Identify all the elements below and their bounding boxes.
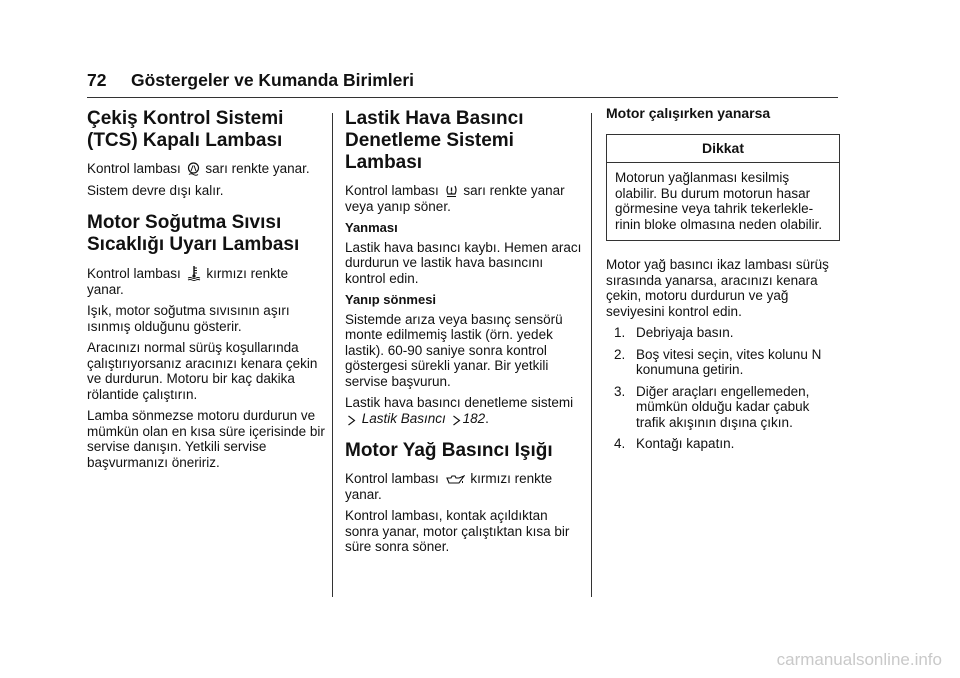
column-divider [591, 113, 592, 597]
oil-paragraph: Kontrol lambası kırmızı renkte yanar. [345, 471, 553, 502]
tcs-paragraph: Sistem devre dışı kalır. [87, 182, 224, 198]
list-item: 3. Diğer araçları engellemeden, mümkün olduğu kadar çabuk trafik akışının dışına çıkın. [614, 383, 810, 430]
list-item: 2. Boş vitesi seçin, vites kolunu N konumuna getirin. [614, 346, 822, 377]
column-middle [345, 106, 585, 561]
tpms-paragraph: Sistemde arıza veya basınç sensörü monte edilmemiş lastik (örn. yedek lastik). 60-90 saniye sonra kontrol göstergesi sürekli yanar. Bir yetkili servise başvurun. [345, 311, 563, 389]
column-divider [332, 113, 333, 597]
column-left [87, 106, 327, 476]
list-item: 4. Kontağı kapatın. [614, 436, 735, 451]
oil-can-icon [445, 474, 465, 486]
column-right [606, 106, 840, 458]
coolant-paragraph: Lamba sönmezse motoru durdurun ve mümkün olan en kısa süre içerisinde bir servise danışın. Yetkili servise başvurmanızı öneririz. [87, 408, 325, 470]
list-item: 1. Debriyaja basın. [614, 325, 734, 340]
oil-heading: Motor Yağ Basıncı Işığı [345, 440, 553, 461]
page-number: 72 [87, 70, 107, 90]
coolant-temperature-icon [187, 265, 201, 281]
coolant-heading: Motor Soğutma Sıvısı Sıcaklığı Uyarı Lambası [87, 212, 300, 255]
reference-arrow-icon [452, 415, 461, 426]
tcs-heading: Çekiş Kontrol Sistemi (TCS) Kapalı Lambası [87, 108, 284, 151]
tpms-reference-paragraph: Lastik hava basıncı denetleme sistemi Lastik Basıncı 182. [345, 395, 574, 426]
tpms-heading: Lastik Hava Basıncı Denetleme Sistemi Lambası [345, 108, 524, 173]
tpms-paragraph: Kontrol lambası sarı renkte yanar veya yanıp söner. [345, 183, 565, 214]
coolant-paragraph: Aracınızı normal sürüş koşullarında çalıştırıyorsanız aracınızı kenara çekin ve durdurun. Motoru bir kaç dakika rölantide çalıştırın. [87, 340, 318, 402]
tire-pressure-icon [445, 184, 458, 198]
tpms-subheading: Yanıp sönmesi [345, 292, 437, 307]
tcs-paragraph: Kontrol lambası sarı renkte yanar. [87, 161, 310, 176]
caution-text: Motorun yağlanması kesilmiş olabilir. Bu durum motorun hasar görmesine veya tahrik tekerleklerinin bloke olmasına neden olabilir. [615, 170, 823, 232]
section-title: Göstergeler ve Kumanda Birimleri [131, 70, 415, 90]
tcs-off-icon [187, 162, 200, 176]
tpms-subheading: Yanması [345, 220, 398, 235]
oil-warning-subheading: Motor çalışırken yanarsa [606, 105, 771, 121]
oil-warning-paragraph: Motor yağ basıncı ikaz lambası sürüş sırasında yanarsa, aracınızı kenara çekin, motoru durdurun ve yağ seviyesini kontrol edin. [606, 257, 829, 319]
reference-link[interactable]: Lastik Basıncı [361, 410, 446, 426]
reference-arrow-icon [347, 415, 356, 426]
tpms-paragraph: Lastik hava basıncı kaybı. Hemen aracı durdurun ve lastik hava basıncını kontrol edin. [345, 239, 582, 286]
coolant-paragraph: Işık, motor soğutma sıvısının aşırı ısınmış olduğunu gösterir. [87, 303, 290, 334]
steps-list [606, 325, 840, 452]
page-header [87, 70, 838, 98]
watermark: carmanualsonline.info [776, 650, 942, 669]
caution-title: Dikkat [607, 135, 839, 164]
reference-page[interactable]: 182 [462, 410, 486, 426]
oil-paragraph: Kontrol lambası, kontak açıldıktan sonra yanar, motor çalıştıktan kısa bir süre sonra söner. [345, 508, 570, 554]
caution-box [606, 134, 840, 242]
coolant-paragraph: Kontrol lambası kırmızı renkte yanar. [87, 266, 289, 297]
